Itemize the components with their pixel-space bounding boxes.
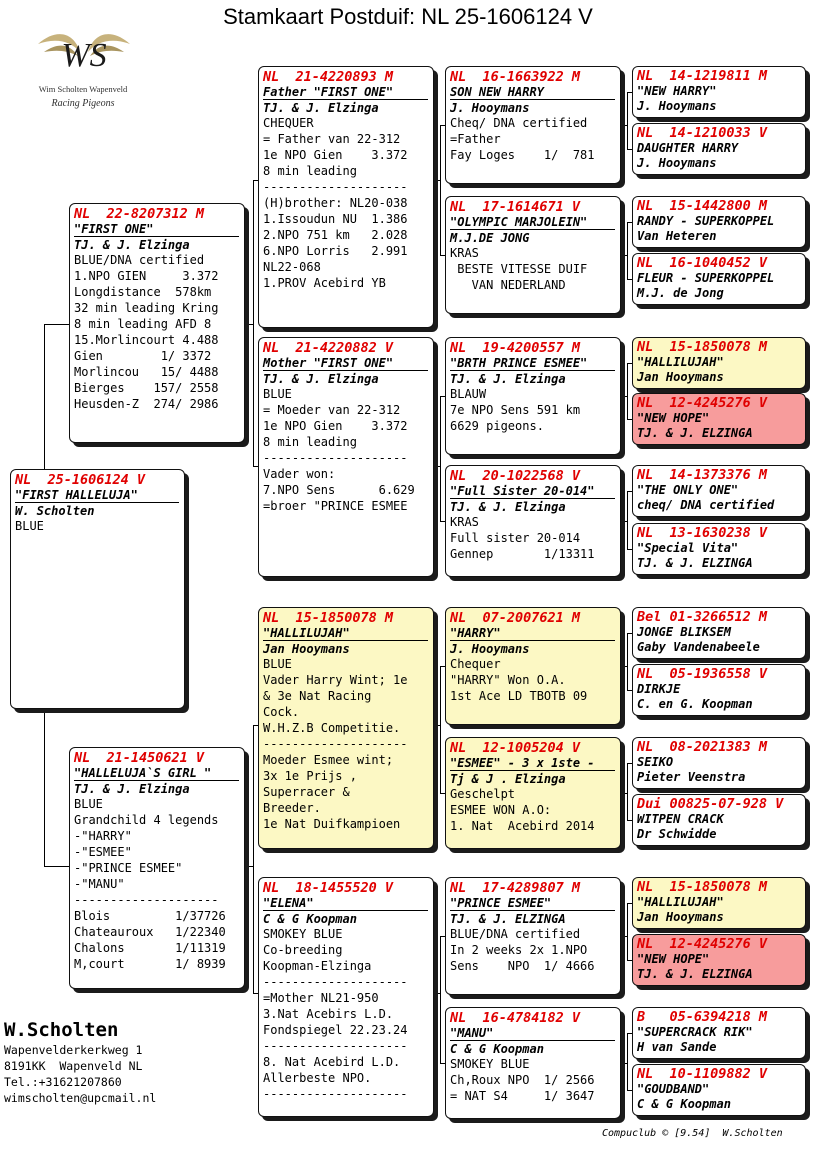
breeder-name: J. Hooymans [450,642,530,656]
card-detail-line: Cheq/ DNA certified [450,116,588,130]
ring-number: NL 16-1040452 V [637,255,768,271]
pigeon-card-g13 [632,877,806,929]
breeder-name: M.J. de Jong [637,285,724,300]
ring-number: NL 14-1219811 M [637,68,768,84]
card-detail-line: -------------------- [263,451,408,465]
card-detail-line: 1e NPO Gien 3.372 [263,419,408,433]
ring-number: NL 21-4220893 M [263,69,394,85]
breeder-name: Jan Hooymans [637,369,724,384]
connector-line [440,396,441,521]
card-detail-line: Koopman-Elzinga [263,959,372,973]
card-detail-line: SMOKEY BLUE [263,927,343,941]
ring-number: NL 15-1850078 M [263,610,394,626]
ring-number: NL 20-1022568 V [450,468,581,484]
card-detail-line: Chequer [450,657,501,671]
card-detail-line: BLUE [263,657,292,671]
connector-line [440,125,441,255]
card-detail-line: -"HARRY" [74,829,132,843]
card-detail-line: Gennep 1/13311 [450,547,595,561]
pigeon-name: "ELENA" [263,896,428,911]
connector-line [627,363,628,419]
pigeon-card-dss [445,607,621,725]
owner-name: W.Scholten [4,1019,119,1041]
pigeon-card-sire [69,203,245,443]
ring-number: NL 10-1109882 V [637,1066,768,1082]
breeder-name: M.J.DE JONG [450,231,530,245]
card-detail-line: (H)brother: NL20-038 [263,196,408,210]
breeder-name: TJ. & J. Elzinga [263,372,379,386]
pigeon-card-sdd [445,465,621,577]
pigeon-card-ss [258,66,434,328]
card-detail-line: Ch,Roux NPO 1/ 2566 [450,1073,595,1087]
connector-line [440,936,441,1063]
pigeon-name: FLEUR - SUPERKOPPEL [637,271,775,285]
connector-line [245,866,253,867]
breeder-name: C & G Koopman [263,912,357,926]
ring-number: NL 05-1936558 V [637,666,768,682]
footer-credit: Compuclub © [9.54] W.Scholten [602,1128,783,1139]
connector-line [245,324,253,325]
card-detail-line: 3x 1e Prijs , [263,769,357,783]
pigeon-name: DAUGHTER HARRY [637,141,739,155]
ring-number: NL 12-1005204 V [450,740,581,756]
ring-number: NL 16-4784182 V [450,1010,581,1026]
pigeon-card-g1 [632,66,806,118]
card-detail-line: Sens NPO 1/ 4666 [450,959,595,973]
pigeon-name: "MANU" [450,1026,615,1041]
pigeon-card-g15 [632,1007,806,1059]
ring-number: NL 18-1455520 V [263,880,394,896]
card-detail-line: Vader Harry Wint; 1e [263,673,408,687]
card-detail-line: 7e NPO Sens 591 km [450,403,581,417]
pigeon-name: "NEW HARRY" [637,84,717,98]
card-detail-line: =Mother NL21-950 [263,991,379,1005]
connector-line [627,222,628,279]
owner-block [4,1018,204,1106]
ring-number: Dui 00825-07-928 V [637,796,784,812]
logo-line-1: Wim Scholten Wapenveld [38,84,128,94]
ring-number: NL 17-4289807 M [450,880,581,896]
card-detail-line: "HARRY" Won O.A. [450,673,566,687]
card-detail-line: NL22-068 [263,260,321,274]
card-detail-line: BLAUW [450,387,487,401]
ring-number: NL 13-1630238 V [637,525,768,541]
ring-number: NL 14-1373376 M [637,467,768,483]
card-detail-line: Breeder. [263,801,321,815]
card-detail-line: Bierges 157/ 2558 [74,381,219,395]
connector-line [44,324,45,470]
ring-number: NL 19-4200557 M [450,340,581,356]
ring-number: NL 14-1210033 V [637,125,768,141]
breeder-name: C. en G. Koopman [637,696,753,711]
card-detail-line: -"ESMEE" [74,845,132,859]
connector-line [44,709,45,866]
pigeon-card-g3 [632,196,806,248]
card-detail-line: CHEQUER [263,116,314,130]
card-detail-line: -------------------- [263,737,408,751]
pigeon-name: "NEW HOPE" [637,952,710,966]
card-detail-line: 7.NPO Sens 6.629 [263,483,415,497]
card-detail-line: W.H.Z.B Competitie. [263,721,401,735]
pigeon-name: "FIRST ONE" [74,222,239,237]
page-title: Stamkaart Postduif: NL 25-1606124 V [223,4,593,29]
card-detail-line: Heusden-Z 274/ 2986 [74,397,219,411]
card-detail-line: VAN NEDERLAND [450,278,566,292]
breeder-name: J. Hooymans [637,98,717,113]
connector-line [440,666,441,793]
pigeon-card-g2 [632,123,806,175]
connector-line [627,763,628,820]
pigeon-name: SON NEW HARRY [450,85,615,100]
pigeon-name: "NEW HOPE" [637,411,710,425]
card-detail-line: Gien 1/ 3372 [74,349,212,363]
connector-line [253,180,254,466]
pigeon-name: "Full Sister 20-014" [450,484,615,499]
card-detail-line: ESMEE WON A.O: [450,803,552,817]
pigeon-name: "PRINCE ESMEE" [450,896,615,911]
pigeon-card-g16 [632,1064,806,1116]
ring-number: NL 21-1450621 V [74,750,205,766]
card-detail-line: 1. Nat Acebird 2014 [450,819,595,833]
card-detail-line: Chalons 1/11319 [74,941,226,955]
pigeon-name: "OLYMPIC MARJOLEIN" [450,215,615,230]
card-detail-line: 6.NPO Lorris 2.991 [263,244,408,258]
wing-logo-icon [36,22,132,82]
card-detail-line: KRAS [450,515,479,529]
pigeon-name: Mother "FIRST ONE" [263,356,428,371]
connector-line [253,725,254,993]
pigeon-card-subject [10,469,185,709]
breeder-name: Tj & J . Elzinga [450,772,566,786]
card-detail-line: = Moeder van 22-312 [263,403,401,417]
pigeon-card-ddd [445,1007,621,1119]
card-detail-line: BLUE [74,797,103,811]
pigeon-name: "SUPERCRACK RIK" [637,1025,753,1039]
breeder-name: cheq/ DNA certified [637,497,775,512]
breeder-name: TJ. & J. ELZINGA [450,912,566,926]
pigeon-card-g8 [632,523,806,575]
ring-number: NL 25-1606124 V [15,472,146,488]
breeder-name: J. Hooymans [450,101,530,115]
card-detail-line: Grandchild 4 legends [74,813,219,827]
pigeon-card-g14 [632,934,806,986]
card-detail-line: Vader won: [263,467,336,481]
card-detail-line: M,court 1/ 8939 [74,957,226,971]
owner-phone: Tel.:+31621207860 [4,1075,122,1089]
pigeon-card-g4 [632,253,806,305]
breeder-name: J. Hooymans [637,155,717,170]
owner-address-line: 8191KK Wapenveld NL [4,1059,143,1073]
ring-number: NL 07-2007621 M [450,610,581,626]
breeder-name: TJ. & J. ELZINGA [637,425,753,440]
ring-number: NL 16-1663922 M [450,69,581,85]
breeder-name: TJ. & J. Elzinga [450,372,566,386]
ring-number: NL 08-2021383 M [637,739,768,755]
pigeon-card-sds [445,337,621,455]
card-detail-line: 6629 pigeons. [450,419,544,433]
card-detail-line: Morlincou 15/ 4488 [74,365,219,379]
card-detail-line: = NAT S4 1/ 3647 [450,1089,595,1103]
ring-number: Bel 01-3266512 M [637,609,768,625]
pigeon-card-dd [258,877,434,1117]
card-detail-line: Geschelpt [450,787,516,801]
pigeon-card-g12 [632,794,806,846]
connector-line [627,1033,628,1090]
card-detail-line: BLUE [263,387,292,401]
card-detail-line: & 3e Nat Racing [263,689,372,703]
ring-number: NL 15-1442800 M [637,198,768,214]
card-detail-line: BLUE [15,519,44,533]
card-detail-line: Longdistance 578km [74,285,212,299]
pigeon-name: "FIRST HALLELUJA" [15,488,179,503]
pigeon-card-dam [69,747,245,989]
card-detail-line: Chateauroux 1/22340 [74,925,226,939]
card-detail-line: BESTE VITESSE DUIF [450,262,588,276]
ring-number: NL 21-4220882 V [263,340,394,356]
card-detail-line: Co-breeding [263,943,343,957]
connector-line [44,324,69,325]
connector-line [44,866,69,867]
breeder-name: Jan Hooymans [263,642,350,656]
card-detail-line: 32 min leading Kring [74,301,219,315]
card-detail-line: 1st Ace LD TBOTB 09 [450,689,588,703]
pigeon-name: "GOUDBAND" [637,1082,710,1096]
pigeon-name: "HALLILUJAH" [637,355,724,369]
pigeon-card-ssd [445,196,621,314]
card-detail-line: 8 min leading [263,435,357,449]
card-detail-line: BLUE/DNA certified [450,927,581,941]
ring-number: NL 22-8207312 M [74,206,205,222]
breeder-name: TJ. & J. Elzinga [74,238,190,252]
breeder-name: Gaby Vandenabeele [637,639,760,654]
pigeon-name: JONGE BLIKSEM [637,625,731,639]
pigeon-card-g9 [632,607,806,659]
card-detail-line: -------------------- [74,893,219,907]
pigeon-card-g11 [632,737,806,789]
card-detail-line: -------------------- [263,1087,408,1101]
breeder-name: C & G Koopman [450,1042,544,1056]
card-detail-line: 8 min leading [263,164,357,178]
pigeon-name: RANDY - SUPERKOPPEL [637,214,775,228]
card-detail-line: =broer "PRINCE ESMEE [263,499,408,513]
card-detail-line: 1e NPO Gien 3.372 [263,148,408,162]
pigeon-name: "BRTH PRINCE ESMEE" [450,356,615,371]
pigeon-card-dsd [445,737,621,849]
card-detail-line: -"PRINCE ESMEE" [74,861,183,875]
breeder-name: TJ. & J. Elzinga [74,782,190,796]
card-detail-line: 2.NPO 751 km 2.028 [263,228,408,242]
breeder-name: W. Scholten [15,504,95,518]
svg-text:WS: WS [61,37,107,74]
breeder-name: TJ. & J. ELZINGA [637,966,753,981]
breeder-name: H van Sande [637,1039,717,1054]
connector-line [627,903,628,960]
card-detail-line: BLUE/DNA certified [74,253,205,267]
pigeon-name: "HALLELUJA`S GIRL " [74,766,239,781]
card-detail-line: In 2 weeks 2x 1.NPO [450,943,588,957]
pigeon-card-g5 [632,337,806,389]
ring-number: NL 15-1850078 M [637,879,768,895]
card-detail-line: =Father [450,132,501,146]
ring-number: NL 12-4245276 V [637,936,768,952]
breeder-name: Jan Hooymans [637,909,724,924]
pigeon-name: Father "FIRST ONE" [263,85,428,100]
connector-line [627,92,628,149]
pigeon-name: "ESMEE" - 3 x 1ste - [450,756,615,771]
connector-line [627,633,628,690]
card-detail-line: 15.Morlincourt 4.488 [74,333,219,347]
ring-number: B 05-6394218 M [637,1009,768,1025]
ring-number: NL 15-1850078 M [637,339,768,355]
logo-line-2: Racing Pigeons [51,98,115,109]
pigeon-name: "HARRY" [450,626,615,641]
owner-address-line: Wapenvelderkerkweg 1 [4,1043,143,1057]
breeder-name: TJ. & J. Elzinga [263,101,379,115]
ring-number: NL 17-1614671 V [450,199,581,215]
logo [14,22,152,122]
pigeon-name: DIRKJE [637,682,681,696]
card-detail-line: 8. Nat Acebird L.D. [263,1055,401,1069]
card-detail-line: -"MANU" [74,877,125,891]
card-detail-line: -------------------- [263,975,408,989]
card-detail-line: 8 min leading AFD 8 [74,317,212,331]
pigeon-name: "HALLILUJAH" [637,895,724,909]
pigeon-card-dds [445,877,621,995]
card-detail-line: Fondspiegel 22.23.24 [263,1023,408,1037]
card-detail-line: Full sister 20-014 [450,531,581,545]
card-detail-line: 1e Nat Duifkampioen [263,817,401,831]
card-detail-line: Fay Loges 1/ 781 [450,148,595,162]
pigeon-name: SEIKO [637,755,674,769]
card-detail-line: 3.Nat Acebirs L.D. [263,1007,394,1021]
card-detail-line: -------------------- [263,1039,408,1053]
pigeon-name: "Special Vita" [637,541,739,555]
pigeon-card-ds [258,607,434,849]
card-detail-line: 1.PROV Acebird YB [263,276,386,290]
breeder-name: Dr Schwidde [637,826,717,841]
breeder-name: TJ. & J. ELZINGA [637,555,753,570]
card-detail-line: Allerbeste NPO. [263,1071,372,1085]
breeder-name: TJ. & J. Elzinga [450,500,566,514]
pigeon-name: WITPEN CRACK [637,812,724,826]
card-detail-line: 1.NPO GIEN 3.372 [74,269,219,283]
pigeon-card-sss [445,66,621,184]
pigeon-name: "HALLILUJAH" [263,626,428,641]
card-detail-line: KRAS [450,246,479,260]
card-detail-line: Moeder Esmee wint; [263,753,394,767]
breeder-name: Pieter Veenstra [637,769,746,784]
connector-line [627,491,628,549]
pigeon-card-sd [258,337,434,577]
pigeon-name: "THE ONLY ONE" [637,483,739,497]
owner-email: wimscholten@upcmail.nl [4,1091,157,1105]
card-detail-line: Cock. [263,705,300,719]
breeder-name: Van Heteren [637,228,717,243]
pigeon-card-g7 [632,465,806,517]
pigeon-card-g6 [632,393,806,445]
pigeon-card-g10 [632,664,806,716]
ring-number: NL 12-4245276 V [637,395,768,411]
card-detail-line: -------------------- [263,180,408,194]
card-detail-line: Superracer & [263,785,350,799]
card-detail-line: Blois 1/37726 [74,909,226,923]
card-detail-line: = Father van 22-312 [263,132,401,146]
card-detail-line: 1.Issoudun NU 1.386 [263,212,408,226]
breeder-name: C & G Koopman [637,1096,731,1111]
card-detail-line: SMOKEY BLUE [450,1057,530,1071]
